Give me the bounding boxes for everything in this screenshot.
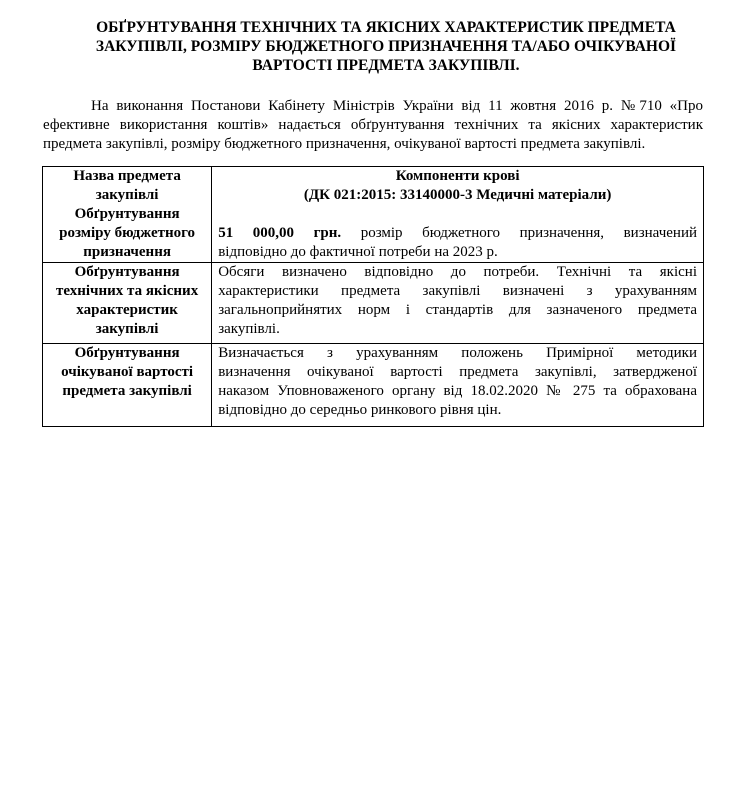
row-value-item-name-budget xyxy=(212,167,704,263)
value-line: закупівлі. xyxy=(218,321,280,337)
row-label-line: характеристик xyxy=(76,302,178,318)
procurement-item-heading xyxy=(218,167,697,205)
intro-line: предмета закупівлі, розміру бюджетного призначення, очікуваної вартості предмета закупівлі. xyxy=(43,136,646,152)
budget-justification xyxy=(218,224,697,262)
row-label-line: технічних та якісних xyxy=(56,283,199,299)
budget-line xyxy=(218,224,697,243)
table-row xyxy=(43,167,704,263)
row-label-line: предмета закупівлі xyxy=(62,383,192,399)
value-line: Обсяги визначено відповідно до потреби. Технічні та якісні xyxy=(218,264,697,280)
row-label-line: закупівлі xyxy=(95,321,159,337)
table-row xyxy=(43,263,704,344)
row-label-line: Обґрунтування xyxy=(74,345,180,361)
row-label-line: Обґрунтування xyxy=(74,206,180,222)
table-row xyxy=(43,344,704,427)
procurement-item-code: (ДК 021:2015: 33140000-3 Медичні матеріали) xyxy=(303,187,612,203)
row-label-line: Обґрунтування xyxy=(74,264,180,280)
document-title-line: ЗАКУПІВЛІ, РОЗМІРУ БЮДЖЕТНОГО ПРИЗНАЧЕННЯ ТА/АБО ОЧІКУВАНОЇ xyxy=(95,38,677,55)
budget-amount: 51 000,00 грн. xyxy=(218,225,342,241)
value-line: характеристики предмета закупівлі визначені з урахуванням xyxy=(218,283,697,299)
row-label-line: розміру бюджетного xyxy=(59,225,196,241)
intro-line: На виконання Постанови Кабінету Міністрів України від 11 жовтня 2016 р. №710 «Про xyxy=(91,98,703,114)
document-title xyxy=(48,18,724,75)
justification-table xyxy=(42,166,704,427)
value-line: визначення очікуваної вартості предмета закупівлі, затвердженої xyxy=(218,364,697,380)
document-title-line: ВАРТОСТІ ПРЕДМЕТА ЗАКУПІВЛІ. xyxy=(252,57,520,74)
row-label-line: призначення xyxy=(83,244,171,260)
row-label-line: очікуваної вартості xyxy=(61,364,194,380)
value-line: загальноприйнятих норм і стандартів для зазначеного предмета xyxy=(218,302,697,318)
value-line: наказом Уповноваженого органу від 18.02.2020 № 275 та обрахована xyxy=(218,383,697,399)
row-label-line: Назва предмета xyxy=(73,168,181,184)
row-label-expected-cost xyxy=(43,344,212,427)
row-label-item-name-budget xyxy=(43,167,212,263)
budget-text: розмір бюджетного призначення, визначений xyxy=(360,225,698,241)
row-value-technical xyxy=(212,263,704,344)
row-value-expected-cost xyxy=(212,344,704,427)
value-line: відповідно до середньо ринкового рівня цін. xyxy=(218,402,502,418)
value-line: Визначається з урахуванням положень Примірної методики xyxy=(218,345,697,361)
procurement-item-title: Компоненти крові xyxy=(395,168,520,184)
budget-line: відповідно до фактичної потреби на 2023 р. xyxy=(218,244,498,260)
document-title-line: ОБҐРУНТУВАННЯ ТЕХНІЧНИХ ТА ЯКІСНИХ ХАРАКТЕРИСТИК ПРЕДМЕТА xyxy=(96,19,676,36)
row-label-line: закупівлі xyxy=(95,187,159,203)
intro-paragraph xyxy=(43,97,703,154)
intro-line: ефективне використання коштів» надається обґрунтування технічних та якісних характеристик xyxy=(43,117,703,133)
row-label-technical xyxy=(43,263,212,344)
